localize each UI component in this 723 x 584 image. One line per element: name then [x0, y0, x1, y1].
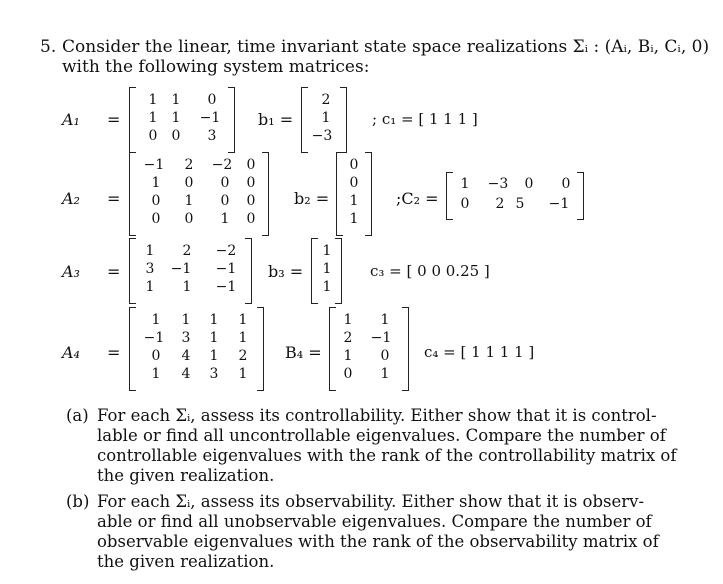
a4-equals: = — [107, 343, 121, 362]
b4-cell: 0 — [380, 348, 390, 364]
b3-cell: 1 — [322, 261, 332, 277]
a3-right-bracket — [245, 238, 252, 304]
a1-cell: 1 — [148, 92, 158, 108]
a4-cell: 1 — [209, 312, 219, 328]
a3-cell: −1 — [215, 279, 237, 295]
b1-left-bracket — [301, 87, 308, 153]
c1-vector: ; c₁ = [ 1 1 1 ] — [372, 110, 478, 128]
a4-cell: 1 — [238, 366, 248, 382]
b1-cell: −3 — [311, 128, 333, 144]
a4-cell: 1 — [151, 366, 161, 382]
a4-label: A₄ — [62, 343, 80, 362]
a3-cell: 1 — [182, 279, 192, 295]
part-b-line: the given realization. — [97, 552, 275, 571]
a3-equals: = — [107, 262, 121, 281]
a4-cell: 3 — [209, 366, 219, 382]
a4-cell: 0 — [151, 348, 161, 364]
b4-cell: 1 — [380, 312, 390, 328]
a1-equals: = — [107, 110, 121, 129]
b4-label: B₄ = — [285, 343, 322, 362]
a2-cell: 0 — [184, 211, 194, 227]
a1-cell: 0 — [207, 92, 217, 108]
b4-right-bracket — [402, 307, 409, 391]
a3-cell: −2 — [215, 243, 237, 259]
a4-cell: 1 — [151, 312, 161, 328]
a1-cell: −1 — [199, 110, 221, 126]
a3-label: A₃ — [62, 262, 80, 281]
a1-cell: 3 — [207, 128, 217, 144]
a2-cell: 1 — [220, 211, 230, 227]
part-b-line: For each Σᵢ, assess its observability. Either show that it is observ- — [97, 492, 645, 511]
a2-cell: 0 — [246, 211, 256, 227]
c2-cell: 1 — [460, 176, 470, 192]
a2-cell: 1 — [184, 193, 194, 209]
part-a-line: lable or find all uncontrollable eigenvalues. Compare the number of — [97, 426, 666, 445]
c3-vector: c₃ = [ 0 0 0.25 ] — [370, 262, 490, 280]
a4-cell: 3 — [181, 330, 191, 346]
c2-cell: 5 — [515, 196, 525, 212]
part-a-line: the given realization. — [97, 466, 275, 485]
a4-cell: 1 — [209, 330, 219, 346]
a1-cell: 0 — [148, 128, 158, 144]
c2-cell: 0 — [524, 176, 534, 192]
part-b-line: able or find all unobservable eigenvalues. Compare the number of — [97, 512, 652, 531]
a2-cell: 0 — [220, 175, 230, 191]
a2-cell: 0 — [151, 193, 161, 209]
a3-cell: 1 — [145, 243, 155, 259]
a4-cell: −1 — [143, 330, 165, 346]
b2-cell: 0 — [349, 157, 359, 173]
a1-cell: 0 — [171, 128, 181, 144]
problem-intro-line-1: Consider the linear, time invariant state space realizations Σᵢ : (Aᵢ, Bᵢ, Cᵢ, 0) — [62, 37, 710, 57]
a4-cell: 1 — [181, 312, 191, 328]
b1-cell: 2 — [321, 92, 331, 108]
a1-label: A₁ — [62, 110, 80, 129]
b2-label: b₂ = — [294, 189, 330, 208]
a3-cell: −1 — [215, 261, 237, 277]
a1-cell: 1 — [148, 110, 158, 126]
b4-cell: 1 — [343, 348, 353, 364]
a4-cell: 4 — [181, 366, 191, 382]
b4-cell: 2 — [343, 330, 353, 346]
a4-cell: 1 — [209, 348, 219, 364]
a1-cell: 1 — [171, 110, 181, 126]
part-a-label: (a) — [66, 406, 89, 425]
a2-cell: 0 — [246, 175, 256, 191]
a4-right-bracket — [257, 307, 264, 391]
b1-cell: 1 — [321, 110, 331, 126]
problem-intro-line-2: with the following system matrices: — [62, 57, 370, 77]
a4-cell: 2 — [238, 348, 248, 364]
c2-cell: −1 — [548, 196, 570, 212]
a2-left-bracket — [129, 152, 136, 236]
b1-right-bracket — [340, 87, 347, 153]
a2-cell: −2 — [211, 157, 233, 173]
b4-cell: 1 — [343, 312, 353, 328]
part-a-line: controllable eigenvalues with the rank of the controllability matrix of — [97, 446, 677, 465]
a4-cell: 1 — [238, 312, 248, 328]
b4-cell: 0 — [343, 366, 353, 382]
a4-cell: 1 — [238, 330, 248, 346]
part-b-line: observable eigenvalues with the rank of the observability matrix of — [97, 532, 659, 551]
part-b-label: (b) — [66, 492, 90, 511]
b4-cell: −1 — [370, 330, 392, 346]
b3-cell: 1 — [322, 243, 332, 259]
part-a-line: For each Σᵢ, assess its controllability. Either show that it is control- — [97, 406, 657, 425]
b2-cell: 1 — [349, 193, 359, 209]
a4-cell: 4 — [181, 348, 191, 364]
a2-equals: = — [107, 189, 121, 208]
c4-vector: c₄ = [ 1 1 1 1 ] — [424, 343, 535, 361]
a2-cell: 2 — [184, 157, 194, 173]
a2-cell: 0 — [246, 157, 256, 173]
a1-cell: 1 — [171, 92, 181, 108]
c2-label: ;C₂ = — [396, 189, 439, 208]
a2-label: A₂ — [62, 189, 80, 208]
c2-cell: 2 — [495, 196, 505, 212]
a3-cell: 1 — [145, 279, 155, 295]
c2-cell: 0 — [561, 176, 571, 192]
a2-cell: 0 — [151, 211, 161, 227]
c2-cell: −3 — [487, 176, 509, 192]
a1-left-bracket — [129, 87, 136, 153]
a2-cell: 0 — [184, 175, 194, 191]
b3-cell: 1 — [322, 279, 332, 295]
a2-cell: 0 — [246, 193, 256, 209]
b2-cell: 0 — [349, 175, 359, 191]
b2-cell: 1 — [349, 211, 359, 227]
problem-number: 5. — [40, 37, 57, 57]
b3-label: b₃ = — [268, 262, 304, 281]
a3-cell: −1 — [170, 261, 192, 277]
a3-left-bracket — [129, 238, 136, 304]
a3-cell: 3 — [145, 261, 155, 277]
b4-cell: 1 — [380, 366, 390, 382]
a2-cell: 1 — [151, 175, 161, 191]
b1-label: b₁ = — [258, 110, 294, 129]
a4-left-bracket — [129, 307, 136, 391]
c2-cell: 0 — [460, 196, 470, 212]
a2-cell: 0 — [220, 193, 230, 209]
a1-right-bracket — [228, 87, 235, 153]
a3-cell: 2 — [182, 243, 192, 259]
a2-cell: −1 — [143, 157, 165, 173]
